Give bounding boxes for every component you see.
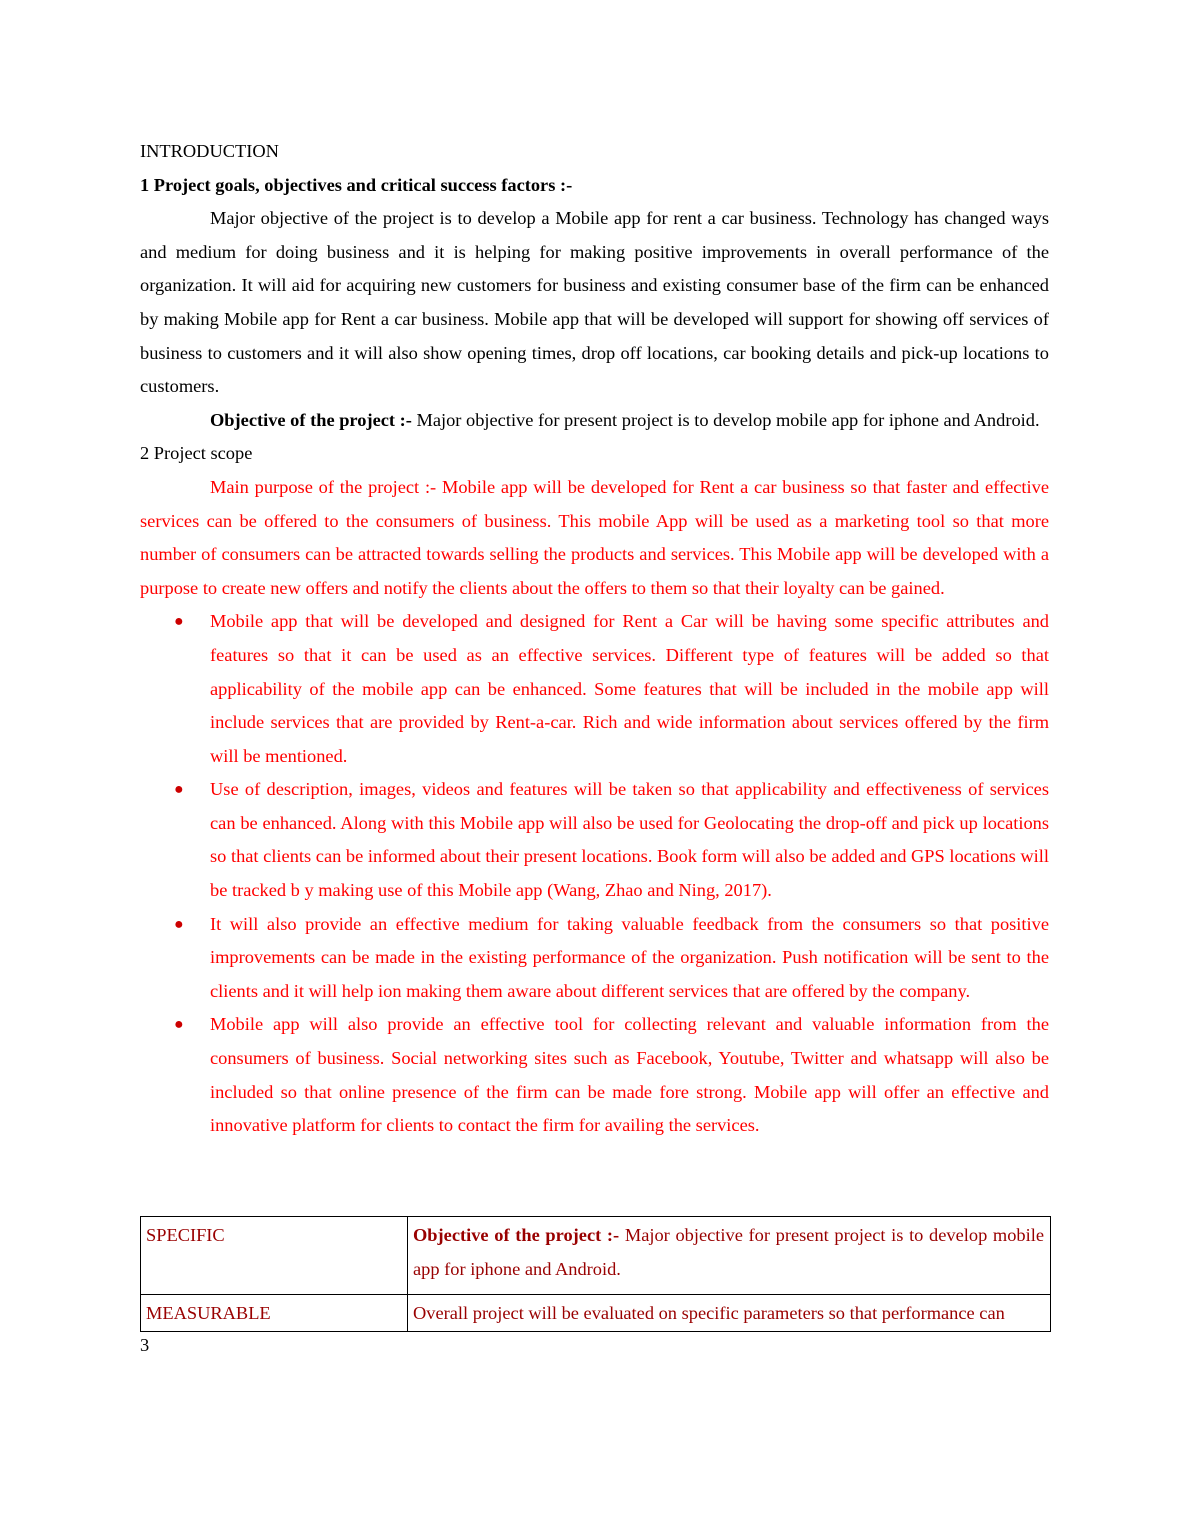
table-value-text: Major objective for present project is to develop mobile app for iphone and Android.	[413, 1225, 1045, 1279]
section1-heading: 1 Project goals, objectives and critical success factors :-	[140, 174, 573, 195]
list-item	[140, 605, 1049, 773]
section2-heading: 2 Project scope	[140, 443, 253, 464]
table-key-cell: SPECIFIC	[141, 1217, 408, 1295]
objective-label: Objective of the project :-	[210, 409, 412, 430]
bullet-icon: ●	[174, 613, 184, 631]
objective-paragraph	[140, 404, 1049, 438]
intro-heading: INTRODUCTION	[140, 141, 279, 161]
page-number: 3	[140, 1335, 150, 1355]
section1-paragraph: Major objective of the project is to develop a Mobile app for rent a car business. Technology has changed ways and medium for doing business and it is helping for making positive improvements in overall performance of the organization. It will aid for acquiring new customers for business and existing consumer base of the firm can be enhanced by making Mobile app for Rent a car business. Mobile app that will be developed will support for showing off services of business to customers and it will also show opening times, drop off locations, car booking details and pick-up locations to customers.	[140, 208, 1049, 397]
bullet-text: It will also provide an effective medium for taking valuable feedback from the consumers so that positive improvements can be made in the existing performance of the organization. Push notification will be sent to the clients and it will help ion making them aware about different services that are offered by the company.	[210, 913, 1049, 1001]
bullet-text: Mobile app that will be developed and designed for Rent a Car will be having some specific attributes and features so that it can be used as an effective services. Different type of features will be added so that applicability of the mobile app can be enhanced. Some features that will be included in the mobile app will include services that are provided by Rent-a-car. Rich and wide information about services offered by the firm will be mentioned.	[210, 611, 1049, 766]
table-key-cell: MEASURABLE	[141, 1295, 408, 1332]
document-body	[140, 135, 1049, 1143]
table-row	[141, 1295, 1051, 1332]
smart-objectives-table	[140, 1216, 1051, 1332]
table-row	[141, 1217, 1051, 1295]
bullet-text: Mobile app will also provide an effective tool for collecting relevant and valuable information from the consumers of business. Social networking sites such as Facebook, Youtube, Twitter and whatsapp will also be included so that online presence of the firm can be made fore strong. Mobile app will offer an effective and innovative platform for clients to contact the firm for availing the services.	[210, 1014, 1049, 1136]
list-item	[140, 908, 1049, 1009]
bullet-icon: ●	[174, 781, 184, 799]
table-value-cell: Overall project will be evaluated on specific parameters so that performance can	[408, 1295, 1051, 1332]
list-item	[140, 773, 1049, 907]
scope-paragraph: Main purpose of the project :- Mobile app will be developed for Rent a car business so that faster and effective services can be offered to the consumers of business. This mobile App will be used as a marketing tool so that more number of consumers can be attracted towards selling the products and services. This Mobile app will be developed with a purpose to create new offers and notify the clients about the offers to them so that their loyalty can be gained.	[140, 476, 1049, 598]
table-value-label: Objective of the project :-	[413, 1225, 620, 1245]
bullet-icon: ●	[174, 1016, 184, 1034]
bullet-icon: ●	[174, 915, 184, 933]
table-value-cell	[408, 1217, 1051, 1295]
list-item	[140, 1008, 1049, 1142]
objective-text: Major objective for present project is to develop mobile app for iphone and Android.	[411, 409, 1040, 430]
bullet-text: Use of description, images, videos and features will be taken so that applicability and effectiveness of services can be enhanced. Along with this Mobile app will also be used for Geolocating the drop-off and pick up locations so that clients can be informed about their present locations. Book form will also be added and GPS locations will be tracked b y making use of this Mobile app (Wang, Zhao and Ning, 2017).	[210, 779, 1049, 901]
scope-bullet-list	[140, 605, 1049, 1143]
